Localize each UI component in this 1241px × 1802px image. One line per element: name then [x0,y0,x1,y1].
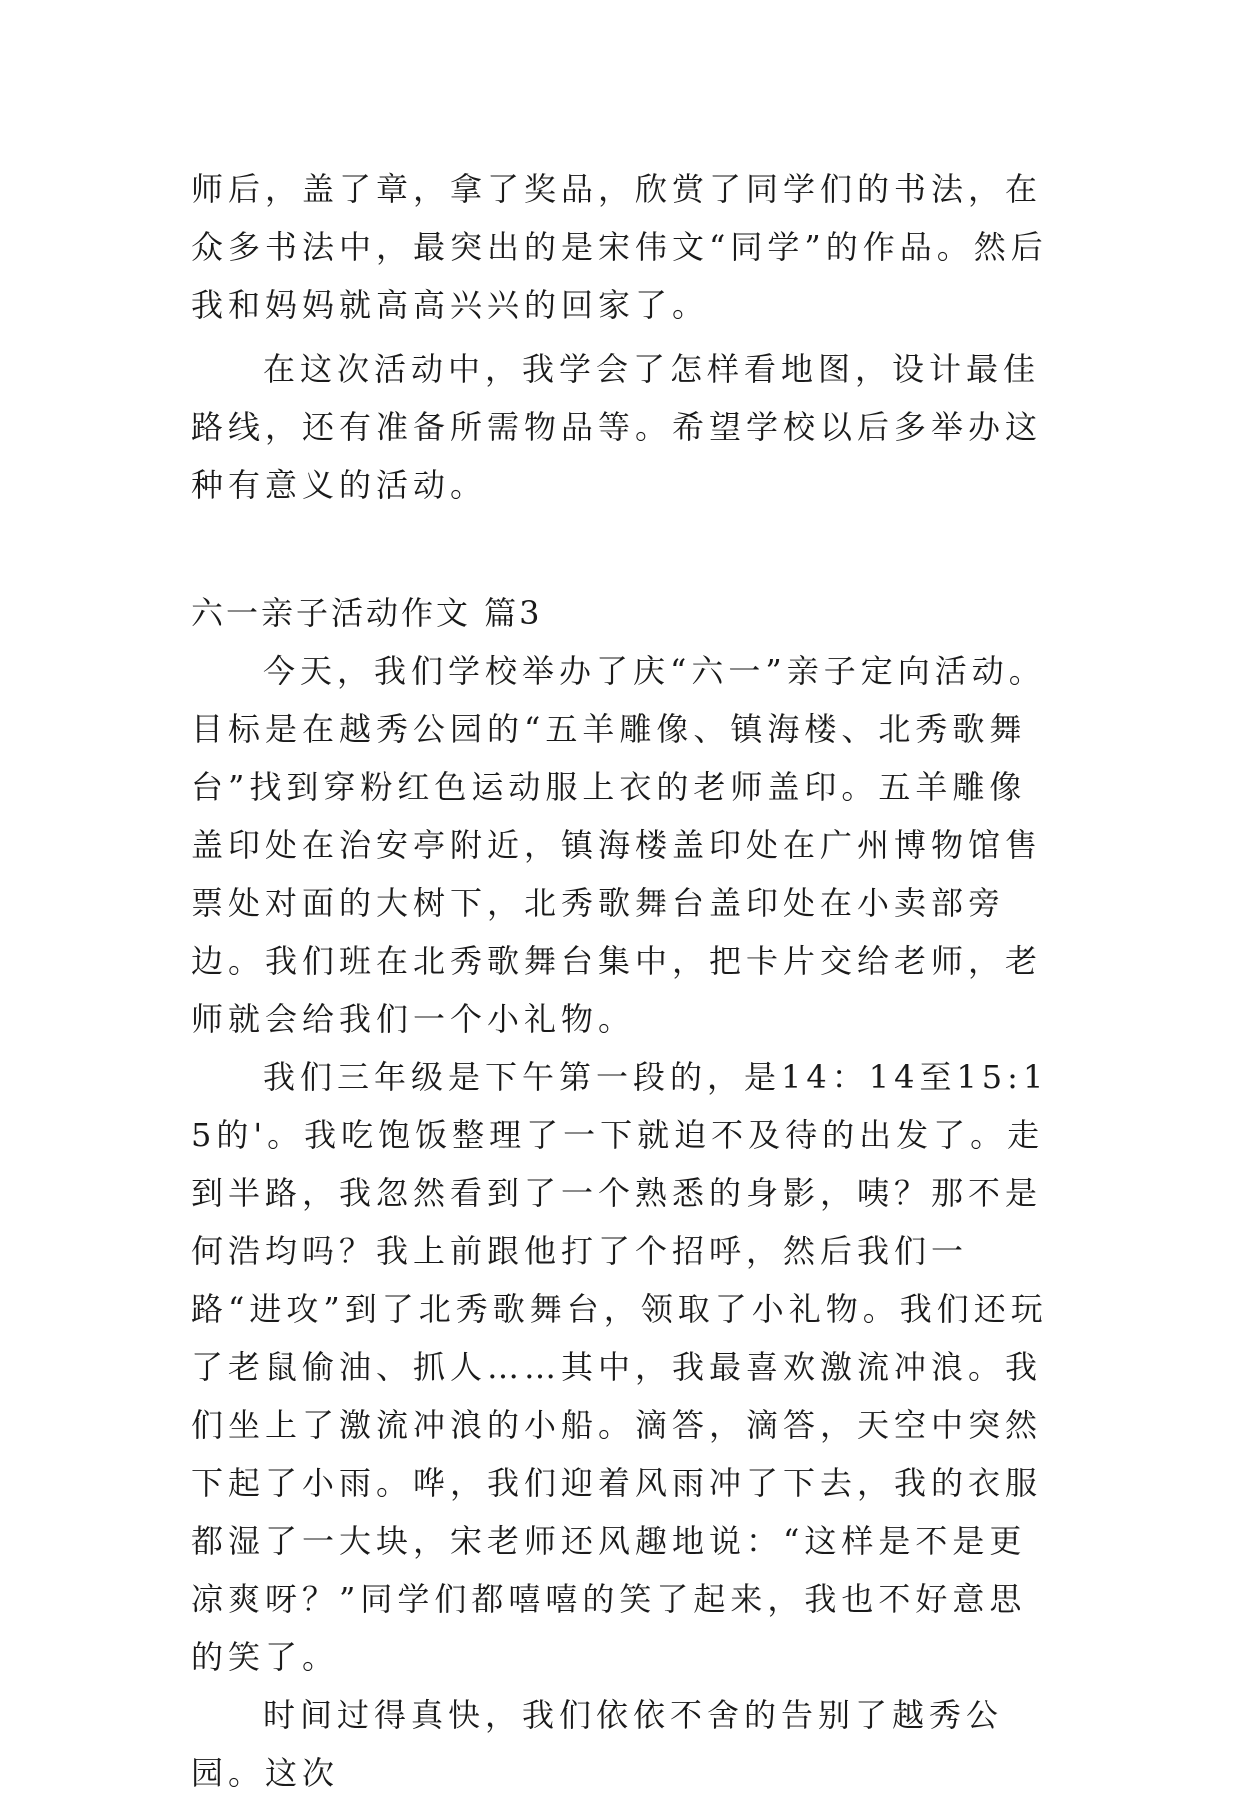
paragraph-story: 我们三年级是下午第一段的，是14：14至15:15的'。我吃饱饭整理了一下就迫不及待的出发了。走到半路，我忽然看到了一个熟悉的身影，咦？那不是何浩均吗？我上前跟他打了个招呼，然后我们一路“进攻”到了北秀歌舞台，领取了小礼物。我们还玩了老鼠偷油、抓人……其中，我最喜欢激流冲浪。我们坐上了激流冲浪的小船。滴答，滴答，天空中突然下起了小雨。哗，我们迎着风雨冲了下去，我的衣服都湿了一大块，宋老师还风趣地说：“这样是不是更凉爽呀？”同学们都嘻嘻的笑了起来，我也不好意思的笑了。 [191,1058,1049,1676]
paragraph-intro: 今天，我们学校举办了庆“六一”亲子定向活动。目标是在越秀公园的“五羊雕像、镇海楼、北秀歌舞台”找到穿粉红色运动服上衣的老师盖印。五羊雕像盖印处在治安亭附近，镇海楼盖印处在广州博物馆售票处对面的大树下，北秀歌舞台盖印处在小卖部旁边。我们班在北秀歌舞台集中，把卡片交给老师，老师就会给我们一个小礼物。 [191,652,1046,1038]
paragraph-reflection: 在这次活动中，我学会了怎样看地图，设计最佳路线，还有准备所需物品等。希望学校以后多举办这种有意义的活动。 [191,350,1043,504]
paragraph-continuation: 师后，盖了章，拿了奖品，欣赏了同学们的书法，在众多书法中，最突出的是宋伟文“同学”的作品。然后我和妈妈就高高兴兴的回家了。 [191,170,1048,324]
paragraph-ending: 时间过得真快，我们依依不舍的告别了越秀公园。这次 [191,1696,1004,1792]
section-heading: 六一亲子活动作文 篇3 [191,594,543,632]
document-body [191,160,1051,1802]
